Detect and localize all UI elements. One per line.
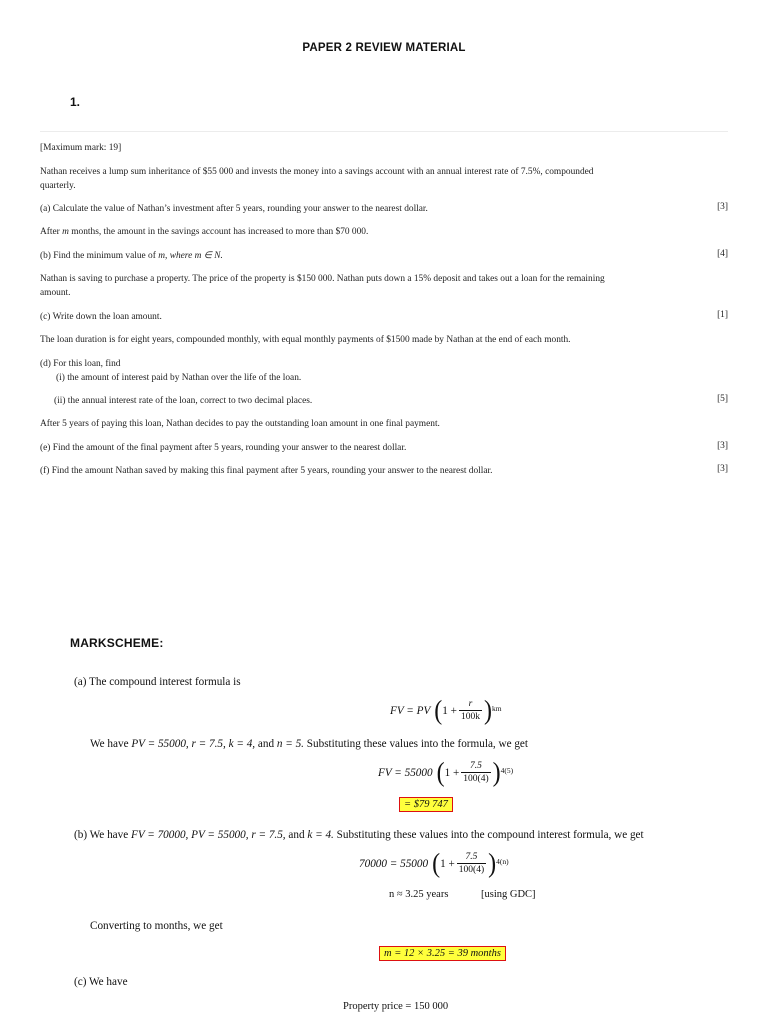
ms-b-intro: (b) We have FV = 70000, PV = 55000, r = 7.5, and k = 4. Substituting these values into the compound interest formula, we get — [74, 829, 644, 841]
part-d-i-text: (i) the amount of interest paid by Nathan over the life of the loan. — [56, 373, 302, 383]
page-title: PAPER 2 REVIEW MATERIAL — [302, 42, 466, 54]
part-c-text: (c) Write down the loan amount. — [40, 312, 162, 322]
ms-b-equation: 70000 = 55000 ( 1 + $\frac{7.5}{100(4)}$ ) 4(n) — [359, 848, 509, 879]
property-line-1: Nathan is saving to purchase a property. The price of the property is $150 000. Nathan puts down a 15% deposit and takes out a loan for the remaining — [40, 274, 605, 284]
max-mark: [Maximum mark: 19] — [40, 143, 122, 153]
part-b-text: (b) Find the minimum value of m, where m ∈ N. — [40, 251, 223, 261]
part-d-text: (d) For this loan, find — [40, 359, 121, 369]
part-c-mark: [1] — [717, 310, 728, 320]
part-e-text: (e) Find the amount of the final payment after 5 years, rounding your answer to the nearest dollar. — [40, 443, 407, 453]
intro-line-2: quarterly. — [40, 181, 76, 191]
part-a-text: (a) Calculate the value of Nathan’s investment after 5 years, rounding your answer to the nearest dollar. — [40, 204, 428, 214]
part-f-mark: [3] — [717, 464, 728, 474]
divider — [40, 131, 728, 132]
intro-line-1: Nathan receives a lump sum inheritance of $55 000 and invests the money into a savings account with an annual interest rate of 7.5%, compounded — [40, 167, 594, 177]
ms-b-n-result: n ≈ 3.25 years — [389, 889, 449, 900]
ms-b-gdc-note: [using GDC] — [481, 889, 536, 900]
after-m-months: After m months, the amount in the savings account has increased to more than $70 000. — [40, 227, 369, 237]
part-d-mark: [5] — [717, 394, 728, 404]
markscheme-title: MARKSCHEME: — [70, 636, 164, 650]
ms-c-intro: (c) We have — [74, 976, 128, 988]
part-d-ii-text: (ii) the annual interest rate of the loan, correct to two decimal places. — [54, 396, 313, 406]
ms-a-answer: = $79 747 — [399, 797, 453, 812]
property-line-2: amount. — [40, 288, 71, 298]
ms-b-answer: m = 12 × 3.25 = 39 months — [379, 946, 506, 961]
ms-b-convert: Converting to months, we get — [90, 920, 223, 932]
part-a-mark: [3] — [717, 202, 728, 212]
question-number: 1. — [70, 95, 81, 109]
part-f-text: (f) Find the amount Nathan saved by making this final payment after 5 years, rounding your answer to the nearest dollar. — [40, 466, 493, 476]
ms-a-equation: FV = 55000 ( 1 + $\frac{7.5}{100(4)}$ ) 4(5) — [378, 757, 514, 788]
part-b-mark: [4] — [717, 249, 728, 259]
ms-a-substitution: We have PV = 55000, r = 7.5, k = 4, and n = 5. Substituting these values into the formula, we get — [90, 738, 529, 750]
after-5-years: After 5 years of paying this loan, Nathan decides to pay the outstanding loan amount in one final payment. — [40, 419, 440, 429]
compound-interest-formula: FV = PV ( 1 + $\frac{r}{100k}$ ) km — [390, 695, 502, 726]
ms-a-intro: (a) The compound interest formula is — [74, 676, 241, 688]
part-e-mark: [3] — [717, 441, 728, 451]
ms-c-property-price: Property price = 150 000 — [343, 1001, 449, 1012]
loan-duration: The loan duration is for eight years, compounded monthly, with equal monthly payments of $1500 made by Nathan at the end of each month. — [40, 335, 571, 345]
